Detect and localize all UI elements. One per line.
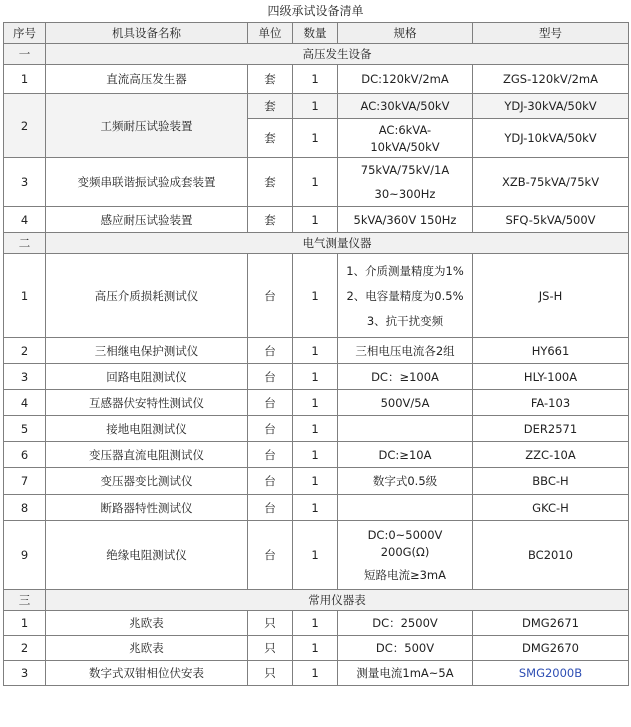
cell-no: 2 <box>4 338 46 364</box>
cell-model: BBC-H <box>473 468 629 495</box>
cell-no: 7 <box>4 468 46 495</box>
cell-qty: 1 <box>293 636 338 661</box>
cell-spec <box>338 416 473 442</box>
cell-name: 变频串联谐振试验成套装置 <box>46 158 248 207</box>
cell-name: 感应耐压试验装置 <box>46 207 248 233</box>
cell-unit: 台 <box>248 338 293 364</box>
cell-name: 高压介质损耗测试仪 <box>46 254 248 338</box>
cell-qty: 1 <box>293 390 338 416</box>
cell-no: 3 <box>4 661 46 686</box>
cell-qty: 1 <box>293 338 338 364</box>
equipment-table <box>3 22 629 686</box>
table-row <box>4 65 629 94</box>
table-row <box>4 468 629 495</box>
section-name: 常用仪器表 <box>46 590 629 611</box>
table-row <box>4 338 629 364</box>
cell-model: DER2571 <box>473 416 629 442</box>
section-row <box>4 590 629 611</box>
section-name: 高压发生设备 <box>46 44 629 65</box>
cell-unit: 套 <box>248 94 293 119</box>
table-row <box>4 521 629 590</box>
cell-qty: 1 <box>293 661 338 686</box>
cell-qty: 1 <box>293 119 338 158</box>
column-header-spec: 规格 <box>338 23 473 44</box>
cell-spec: DC：2500V <box>338 611 473 636</box>
spec-line: 短路电流≥3mA <box>363 568 447 582</box>
cell-spec <box>338 254 473 338</box>
cell-model: GKC-H <box>473 495 629 521</box>
cell-spec: 三相电压电流各2组 <box>338 338 473 364</box>
cell-qty: 1 <box>293 416 338 442</box>
cell-name: 接地电阻测试仪 <box>46 416 248 442</box>
cell-name: 断路器特性测试仪 <box>46 495 248 521</box>
cell-model: HY661 <box>473 338 629 364</box>
cell-model: YDJ-10kVA/50kV <box>473 119 629 158</box>
cell-spec: 5kVA/360V 150Hz <box>338 207 473 233</box>
section-number: 一 <box>4 44 46 65</box>
cell-name: 回路电阻测试仪 <box>46 364 248 390</box>
cell-qty: 1 <box>293 207 338 233</box>
cell-qty: 1 <box>293 158 338 207</box>
cell-name: 兆欧表 <box>46 636 248 661</box>
cell-no: 8 <box>4 495 46 521</box>
table-row <box>4 442 629 468</box>
cell-unit: 套 <box>248 207 293 233</box>
cell-spec: AC:30kVA/50kV <box>338 94 473 119</box>
cell-no: 4 <box>4 390 46 416</box>
cell-name: 工频耐压试验装置 <box>46 94 248 158</box>
table-row <box>4 364 629 390</box>
cell-name: 直流高压发生器 <box>46 65 248 94</box>
table-row <box>4 495 629 521</box>
cell-qty: 1 <box>293 94 338 119</box>
section-name: 电气测量仪器 <box>46 233 629 254</box>
cell-no: 3 <box>4 158 46 207</box>
spec-line: 30~300Hz <box>374 187 436 201</box>
cell-model: BC2010 <box>473 521 629 590</box>
cell-name: 数字式双钳相位伏安表 <box>46 661 248 686</box>
cell-unit: 台 <box>248 390 293 416</box>
cell-name: 变压器直流电阻测试仪 <box>46 442 248 468</box>
cell-unit: 台 <box>248 254 293 338</box>
cell-unit: 台 <box>248 521 293 590</box>
spec-line: 10kVA/50kV <box>370 139 440 154</box>
section-number: 二 <box>4 233 46 254</box>
cell-spec <box>338 521 473 590</box>
cell-name: 互感器伏安特性测试仪 <box>46 390 248 416</box>
cell-unit: 套 <box>248 158 293 207</box>
cell-spec: 500V/5A <box>338 390 473 416</box>
cell-model: DMG2671 <box>473 611 629 636</box>
section-row <box>4 233 629 254</box>
cell-unit: 台 <box>248 364 293 390</box>
cell-no: 1 <box>4 65 46 94</box>
column-header-model: 型号 <box>473 23 629 44</box>
cell-spec: DC：500V <box>338 636 473 661</box>
header-row <box>4 23 629 44</box>
cell-model: XZB-75kVA/75kV <box>473 158 629 207</box>
cell-name: 兆欧表 <box>46 611 248 636</box>
spec-line: DC:0~5000V <box>367 528 443 542</box>
cell-model: JS-H <box>473 254 629 338</box>
cell-model: ZZC-10A <box>473 442 629 468</box>
cell-qty: 1 <box>293 611 338 636</box>
cell-model: DMG2670 <box>473 636 629 661</box>
cell-unit: 台 <box>248 468 293 495</box>
cell-qty: 1 <box>293 65 338 94</box>
table-row <box>4 94 629 119</box>
cell-no: 5 <box>4 416 46 442</box>
cell-spec <box>338 158 473 207</box>
cell-unit: 台 <box>248 495 293 521</box>
column-header-qty: 数量 <box>293 23 338 44</box>
spec-line: AC:6kVA- <box>378 122 432 137</box>
table-row <box>4 254 629 338</box>
spec-line: 2、电容量精度为0.5% <box>346 288 464 303</box>
cell-spec: 数字式0.5级 <box>338 468 473 495</box>
cell-spec: DC：≥100A <box>338 364 473 390</box>
cell-model: SFQ-5kVA/500V <box>473 207 629 233</box>
cell-qty: 1 <box>293 364 338 390</box>
spec-line: 75kVA/75kV/1A <box>360 163 450 177</box>
cell-unit: 台 <box>248 416 293 442</box>
section-row <box>4 44 629 65</box>
cell-unit: 台 <box>248 442 293 468</box>
column-header-unit: 单位 <box>248 23 293 44</box>
cell-unit: 只 <box>248 636 293 661</box>
cell-no: 1 <box>4 611 46 636</box>
cell-no: 4 <box>4 207 46 233</box>
spec-line: 3、抗干扰变频 <box>366 313 444 328</box>
cell-no: 9 <box>4 521 46 590</box>
cell-unit: 套 <box>248 119 293 158</box>
table-title: 四级承试设备清单 <box>267 4 364 18</box>
table-row <box>4 611 629 636</box>
table-row <box>4 158 629 207</box>
table-row <box>4 416 629 442</box>
cell-model: SMG2000B <box>473 661 629 686</box>
cell-spec <box>338 495 473 521</box>
cell-spec: 测量电流1mA~5A <box>338 661 473 686</box>
cell-model: YDJ-30kVA/50kV <box>473 94 629 119</box>
cell-qty: 1 <box>293 442 338 468</box>
cell-qty: 1 <box>293 521 338 590</box>
section-number: 三 <box>4 590 46 611</box>
column-header-name: 机具设备名称 <box>46 23 248 44</box>
cell-model: HLY-100A <box>473 364 629 390</box>
cell-unit: 只 <box>248 661 293 686</box>
cell-spec <box>338 119 473 158</box>
cell-no: 2 <box>4 94 46 158</box>
spec-line: 200G(Ω) <box>380 545 430 559</box>
cell-model: FA-103 <box>473 390 629 416</box>
cell-no: 2 <box>4 636 46 661</box>
cell-spec: DC:120kV/2mA <box>338 65 473 94</box>
cell-spec: DC:≥10A <box>338 442 473 468</box>
table-row <box>4 636 629 661</box>
cell-qty: 1 <box>293 254 338 338</box>
table-row <box>4 390 629 416</box>
table-row <box>4 207 629 233</box>
cell-unit: 只 <box>248 611 293 636</box>
cell-no: 1 <box>4 254 46 338</box>
spec-line: 1、介质测量精度为1% <box>346 263 464 278</box>
cell-qty: 1 <box>293 495 338 521</box>
column-header-no: 序号 <box>4 23 46 44</box>
cell-name: 绝缘电阻测试仪 <box>46 521 248 590</box>
cell-name: 变压器变比测试仪 <box>46 468 248 495</box>
cell-model: ZGS-120kV/2mA <box>473 65 629 94</box>
table-row <box>4 661 629 686</box>
cell-name: 三相继电保护测试仪 <box>46 338 248 364</box>
cell-no: 3 <box>4 364 46 390</box>
cell-no: 6 <box>4 442 46 468</box>
cell-qty: 1 <box>293 468 338 495</box>
cell-unit: 套 <box>248 65 293 94</box>
